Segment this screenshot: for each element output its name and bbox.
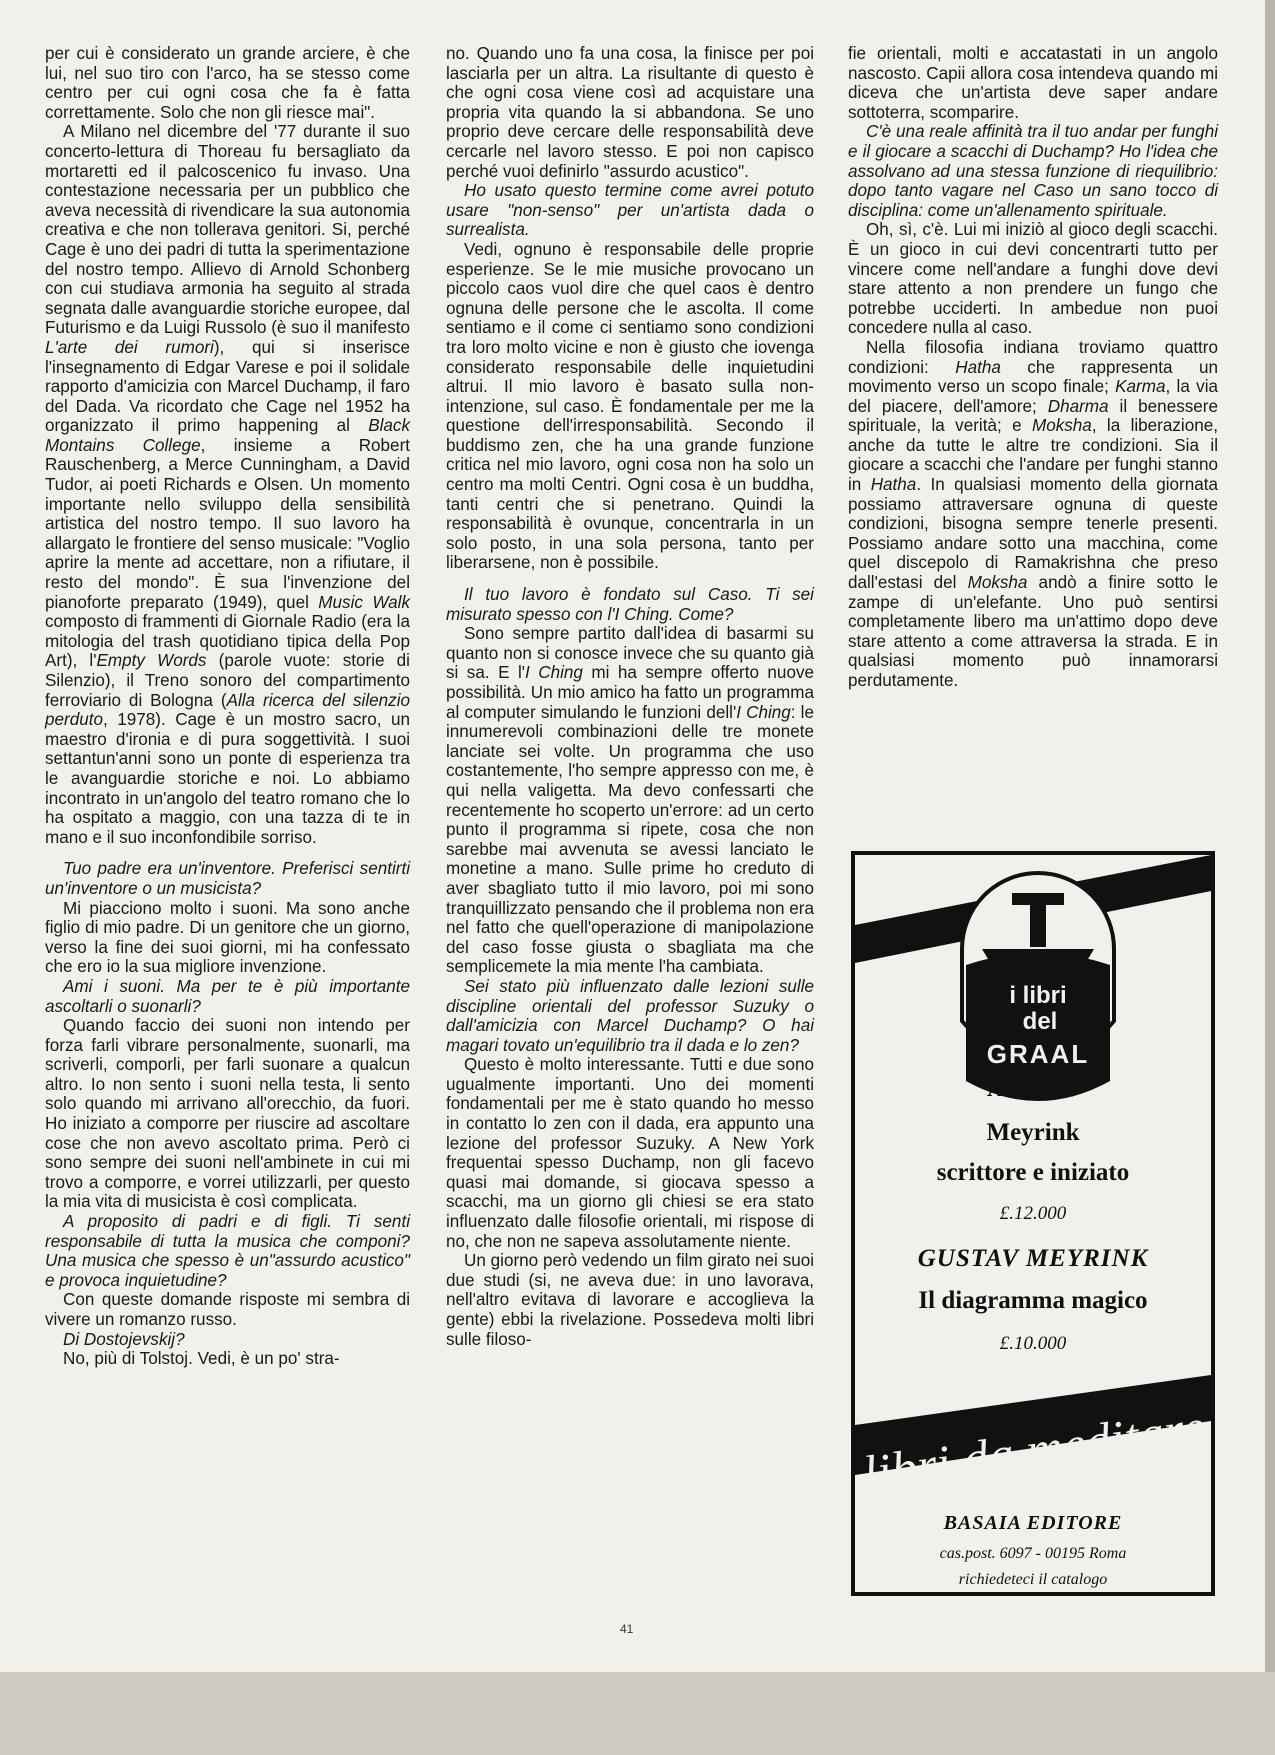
interview-question: Tuo padre era un'inventore. Preferisci sentirti un'inventore o un musicista? [45, 859, 410, 898]
article-column-3 [848, 44, 1218, 691]
ad-book-title: Il diagramma magico [918, 1287, 1148, 1314]
interview-answer: Oh, sì, c'è. Lui mi iniziò al gioco degli scacchi. È un gioco in cui devi concentrarti tutto per vincere come nell'andare a funghi dove devi stare attento a non prendere un fungo che potrebbe ucciderti. In ambedue non puoi concedere nulla al caso. [848, 220, 1218, 338]
ad-catalog-note: richiedeteci il catalogo [958, 1571, 1108, 1588]
interview-answer: Quando faccio dei suoni non intendo per forza farli vibrare personalmente, suonarli, ma scriverli, comporli, per farli suonare a qualcun altro. Io non sento i suoni nella testa, li sento solo quando mi arrivano all'orecchio, da fuori. Ho iniziato a comporre per riuscire ad ascoltare cose che non avevo ascoltato prima. Però ci sono sempre dei suoni nell'ambinete in cui mi trovo a comporre, e vorrei utilizzarli, per questo la mia vita di musicista è così complicata. [45, 1016, 410, 1212]
interview-answer: Con queste domande risposte mi sembra di vivere un romanzo russo. [45, 1290, 410, 1329]
article-column-1 [45, 44, 410, 1369]
page-edge [1265, 0, 1275, 1672]
interview-answer: Un giorno però vedendo un film girato nei suoi due studi (si, ne aveva due: in uno lavorava, nell'altro evitava di lavorare e accoglieva la gente) ebbi la rivelazione. Possedeva molti libri sulle filoso- [446, 1251, 814, 1349]
ad-book-author: AA. VV. [988, 1075, 1078, 1102]
logo-text-line: i libri [1009, 982, 1067, 1009]
ad-book-price: £.12.000 [999, 1203, 1067, 1224]
interview-answer: Sono sempre partito dall'idea di basarmi su quanto non si conosce invece che su quanto già si sa. E l'I Ching mi ha sempre offerto nuove possibilità. Un mio amico ha fatto un programma al computer simulando le funzioni dell'I Ching: le innumerevoli combinazioni delle tre monete lanciate sei volte. Un programma che uso costantemente, l'ho sempre appresso con me, è qui nella valigetta. Ma devo confessarti che recentemente ho scoperto un'errore: ad un certo punto il programma si ripete, cosa che non sarebbe mai avvenuta se avessi lanciato le monetine a mano. Sulle prime ho creduto di aver sbagliato tutto il mio lavoro, poi mi sono tranquillizzato pensando che il problema non era nel fatto che quell'operazione di manipolazione del caso fosse giusta o sbagliata ma che semplicemete la mia mente l'ha cambiata. [446, 624, 815, 977]
interview-answer: no. Quando uno fa una cosa, la finisce per poi lasciarla per un altra. La risultante di questo è che ogni cosa viene così ad acquistare una propria vita quando la si abbandona. Se uno proprio deve cercare delle responsabilità deve cercarle nel lavoro stesso. E poi non capisco perché vuoi definirlo "assurdo acustico". [446, 44, 814, 181]
interview-question: Il tuo lavoro è fondato sul Caso. Ti sei misurato spesso con l'I Ching. Come? [446, 585, 814, 624]
interview-answer: fie orientali, molti e accatastati in un angolo nascosto. Capii allora cosa intendeva quando mi diceva che un'artista deve saper andare sottoterra, scomparire. [848, 44, 1218, 122]
interview-question: Sei stato più influenzato dalle lezioni sulle discipline orientali del professor Suzuky o dall'amicizia con Marcel Duchamp? O hai magari tovato un'equilibrio tra il dada e lo zen? [446, 976, 814, 1055]
ad-address: cas.post. 6097 - 00195 Roma [939, 1545, 1127, 1562]
interview-question: Ho usato questo termine come avrei potuto usare "non-senso" per un'artista dada o surrealista. [446, 181, 814, 240]
logo-text-line: GRAAL [986, 1039, 1090, 1069]
ad-book-title: scrittore e iniziato [936, 1159, 1130, 1186]
interview-question: A proposito di padri e di figli. Ti senti responsabile di tutta la musica che componi? Una musica che spesso è un"assurdo acustico" e provoca inquietudine? [45, 1212, 410, 1290]
ad-slogan-band [855, 1355, 1211, 1505]
paragraph: per cui è considerato un grande arciere, è che lui, nel suo tiro con l'arco, ha se stesso come centro per cui ogni cosa che fa è fatta correttamente. Solo che non gli riesce mai". [45, 44, 410, 122]
interview-answer: Nella filosofia indiana troviamo quattro condizioni: Hatha che rappresenta un movimento verso un scopo finale; Karma, la via del piacere, dell'amore; Dharma il benessere spirituale, la verità; e Moksha, la liberazione, anche da tutte le altre tre condizioni. Sia il giocare a scacchi che l'andare per funghi stanno in Hatha. In qualsiasi momento della giornata possiamo attraversare ognuna di queste condizioni, bisogna sempre tenerle presenti. Possiamo andare sotto una macchina, come quel discepolo di Ramakrishna che preso dall'estasi del Moksha andò a finire sotto le zampe di un'elefante. Uno può sentirsi completamente libero ma un'attimo dopo deve stare attento a come attraversa la strada. E in qualsiasi momento può innamorarsi perdutamente. [848, 337, 1219, 690]
ad-book-price: £.10.000 [999, 1333, 1067, 1354]
logo-text-line: del [1022, 1008, 1058, 1035]
ad-book-title: Meyrink [986, 1119, 1080, 1146]
interview-question: C'è una reale affinità tra il tuo andar per funghi e il giocare a scacchi di Duchamp? Ho l'idea che assolvano ad una stessa funzione di riequilibrio: dopo tanto vagare nel Caso un sano tocco di disciplina: come un'allenamento spirituale. [848, 122, 1218, 220]
interview-answer: Mi piacciono molto i suoni. Ma sono anche figlio di mio padre. Di un genitore che un giorno, verso la fine dei suoi giorni, mi ha confessato che ero io la sua migliore invenzione. [45, 898, 410, 977]
interview-question: Ami i suoni. Ma per te è più importante ascoltarli o suonarli? [45, 976, 410, 1016]
article-column-2 [446, 44, 814, 1349]
scan-background [0, 1672, 1275, 1755]
interview-question: Di Dostojevskij? [63, 1329, 185, 1349]
page-number: 41 [620, 1622, 634, 1636]
interview-answer: Questo è molto interessante. Tutti e due sono ugualmente importanti. Uno dei momenti fondamentali per me è stato quando ho messo in contatto lo zen con il dada, era appunto una lezione del professor Suzuky. A New York frequentai spesso Duchamp, non gli facevo quasi mai domande, si giocava spesso a scacchi, ma un giorno gli chiesi se era stato influenzato dalle filosofie orientali, mi rispose di no, che non ne sapeva assolutamente niente. [446, 1055, 814, 1251]
book-advertisement [851, 851, 1215, 1596]
interview-answer: No, più di Tolstoj. Vedi, è un po' stra- [63, 1349, 340, 1369]
ad-slogan: libri da meditare [859, 1399, 1202, 1502]
ad-book-author: GUSTAV MEYRINK [917, 1245, 1149, 1272]
interview-answer: Vedi, ognuno è responsabile delle proprie esperienze. Se le mie musiche provocano un piccolo caos vuol dire che quel caos è dentro ognuna delle persone che le ascolta. Il come sentiamo e il come ci sentiamo sono condizioni tra loro molto vicine e non è giusto che iovenga considerato responsabile delle inquietudini altrui. Il mio lavoro è basato sulla non-intenzione, sul caso. È fondamentale per me la questione dell'irresponsabilità. Secondo il buddismo zen, che ha una grande funzione critica nel mio lavoro, ogni cosa non ha solo un centro ma molti Centri. Ogni cosa è un buddha, tanti centri che si penetrano. Quindi la responsabilità è ovunque, concentrarla in un solo posto, in una sola persona, tanto per liberarsene, non è possibile. [446, 239, 814, 573]
ad-publisher: BASAIA EDITORE [943, 1512, 1123, 1534]
paragraph: A Milano nel dicembre del '77 durante il suo concerto-lettura di Thoreau fu bersagliato da mortaretti ed il palcoscenico fu invaso. Una contestazione necessaria per un pubblico che aveva necessità di rivendicare la sua autonomia creativa e che non tollerava genitori. Si, perché Cage è uno dei padri di tutta la sperimentazione del nostro tempo. Allievo di Arnold Schonberg con cui studiava armonia ha seguito al strada segnata dalle avanguardie storiche europee, dal Futurismo e da Luigi Russolo (è suo il manifesto L'arte dei rumori), qui si inserisce l'insegnamento di Edgar Varese e poi il solidale rapporto d'amicizia con Marcel Duchamp, il faro del Dada. Va ricordato che Cage nel 1952 ha organizzato il primo happening al Black Montains College, insieme a Robert Rauschenberg, a Merce Cunningham, a David Tudor, ai poeti Richards e Olsen. Un momento importante nello sviluppo della sensibilità artistica del nostro tempo. Il suo lavoro ha allargato le frontiere del senso musicale: "Voglio aprire la mente ad accettare, non a rifiutare, il resto del mondo". È sua l'invenzione del pianoforte preparato (1949), quel Music Walk composto di frammenti di Giornale Radio (era la mitologia del trash quotidiano tipica della Pop Art), l'Empty Words (parole vuote: storie di Silenzio), il Treno sonoro del compartimento ferroviario di Bologna (Alla ricerca del silenzio perduto, 1978). Cage è un mostro sacro, un maestro d'ironia e di pura soggettività. I suoi settantun'anni sono un ponte di esperienza tra le avanguardie storiche e noi. Lo abbiamo incontrato in un'angolo del teatro romano che lo ha ospitato a maggio, con una tazza di te in mano e il suo inconfondibile sorriso. [45, 122, 411, 847]
